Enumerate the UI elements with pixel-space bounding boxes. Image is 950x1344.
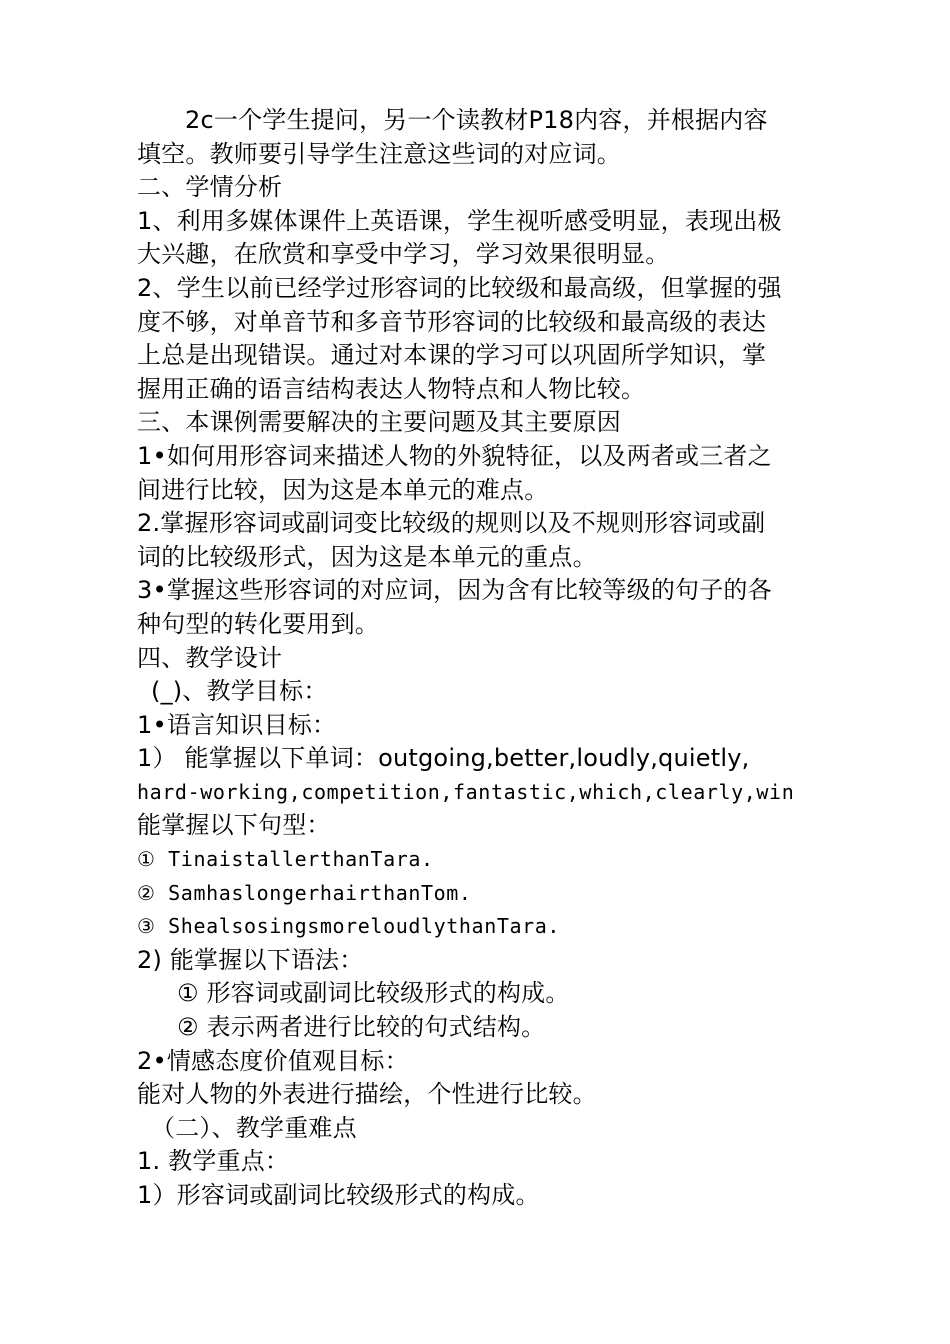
text-line: 1、利用多媒体课件上英语课，学生视听感受明显，表现出极 (137, 206, 782, 235)
text-line: 能掌握以下句型： (137, 811, 331, 840)
subsection-heading: (_)、教学目标： (151, 677, 328, 706)
grammar-item: ① 形容词或副词比较级形式的构成。 (177, 979, 570, 1008)
grammar-item: ② 表示两者进行比较的句式结构。 (177, 1013, 546, 1042)
text-line: 握用正确的语言结构表达人物特点和人物比较。 (137, 374, 646, 403)
text-line: 种句型的转化要用到。 (137, 609, 379, 638)
section-heading: 四、教学设计 (137, 643, 283, 672)
text-line: 能对人物的外表进行描绘，个性进行比较。 (137, 1080, 597, 1109)
text-line: 上总是出现错误。通过对本课的学习可以巩固所学知识，掌 (137, 341, 767, 370)
text-line: 1•语言知识目标： (137, 710, 337, 739)
text-line: 词的比较级形式，因为这是本单元的重点。 (137, 542, 597, 571)
subsection-heading: （二）、教学重难点 (151, 1113, 357, 1142)
text-line: 3•掌握这些形容词的对应词，因为含有比较等级的句子的各 (137, 576, 772, 605)
vocabulary-text: 1） 能掌握以下单词：outgoing,better,loudly,quietly, (137, 744, 750, 773)
text-line: 1）形容词或副词比较级形式的构成。 (137, 1181, 540, 1209)
text-line: 2•情感态度价值观目标： (137, 1046, 409, 1075)
vocabulary-line (137, 742, 817, 776)
vocabulary-line: hard-working,competition,fantastic,which,clearly,win (137, 779, 795, 804)
text-line: 2) 能掌握以下语法： (137, 945, 364, 974)
section-heading: 二、学情分析 (137, 173, 283, 202)
sentence-pattern: ① TinaistallerthanTara. (137, 847, 434, 872)
sentence-pattern: ② SamhaslongerhairthanTom. (137, 880, 472, 905)
text-line: 间进行比较，因为这是本单元的难点。 (137, 475, 549, 504)
text-line: 填空。教师要引导学生注意这些词的对应词。 (137, 139, 621, 168)
text-line: 度不够，对单音节和多音节形容词的比较级和最高级的表达 (137, 307, 767, 336)
text-line: 大兴趣，在欣赏和享受中学习，学习效果很明显。 (137, 240, 670, 269)
section-heading: 三、本课例需要解决的主要问题及其主要原因 (137, 408, 621, 437)
document-page (137, 104, 817, 1213)
text-line: 2c一个学生提问，另一个读教材P18内容，并根据内容 (185, 106, 768, 134)
text-line: 2、学生以前已经学过形容词的比较级和最高级，但掌握的强 (137, 273, 782, 302)
sentence-pattern: ③ ShealsosingsmoreloudlythanTara. (137, 914, 561, 939)
text-line: 2.掌握形容词或副词变比较级的规则以及不规则形容词或副 (137, 509, 766, 538)
text-line: 1•如何用形容词来描述人物的外貌特征，以及两者或三者之 (137, 441, 772, 470)
text-line: 1. 教学重点： (137, 1147, 290, 1176)
